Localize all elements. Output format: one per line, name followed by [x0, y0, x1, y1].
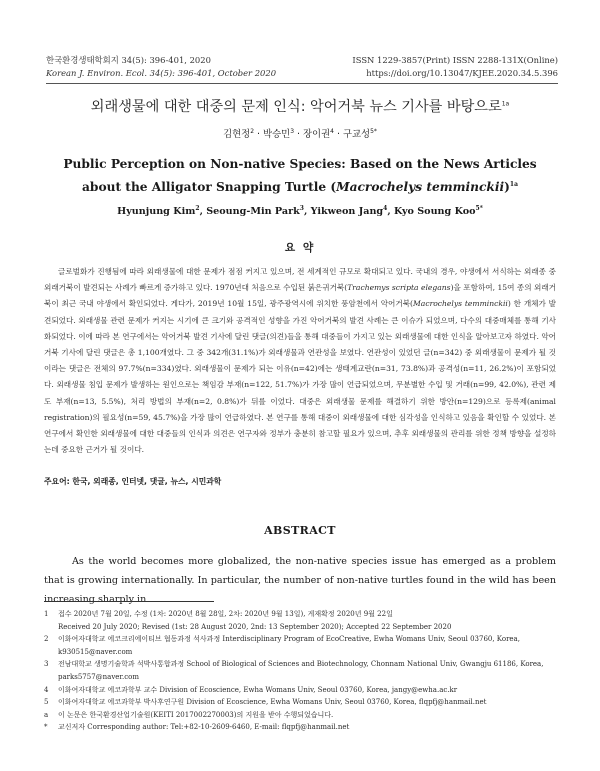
keywords-korean: 주요어: 한국, 외래종, 인터넷, 댓글, 뉴스, 시민과학	[44, 477, 222, 486]
footnote	[44, 608, 556, 633]
author-en: Yikweon Jang	[310, 206, 384, 217]
abstract-korean-seg: ) 한 개체가 발견되었다. 외래생물 관련 문제가 커지는 시기에 큰 크기와 공격적인 성향을 가진 악어거북의 발견 사례는 큰 이슈가 되었으며, 다수의 대중매체를 통해 기사화되었다. 이에 따라 본 연구에서는 악어거북 발견 기사에 달린 댓글(의견)들을 통해 대중들이 가지고 있는 외래생물에 대한 인식을 알아보고자 하였다. 악어거북 기사에 달린 댓글은 총 1,100개였다. 그 중 342개(31.1%)가 외래생물과 연관성을 보였다. 연관성이 있었던 글(n=342) 중 외래생물이 문제가 될 것이라는 댓글은 전체의 97.7%(n=334)였다. 외래생물이 문제가 되는 이유(n=42)에는 생태계교란(n=31, 73.8%)과 공격성(n=11, 26.2%)이 포함되었다. 외래생물 침입 문제가 발생하는 원인으로는 책임감 부재(n=122, 51.7%)가 가장 많이 언급되었으며, 무분별한 수입 및 거래(n=99, 42.0%), 관련 제도 부재(n=13, 5.5%), 처리 방법의 부재(n=2, 0.8%)가 뒤를 이었다. 대중은 외래생물 문제를 해결하기 위한 방안(n=129)으로 등록제(animal registration)의 필요성(n=59, 45.7%)을 가장 많이 언급하였다. 본 연구를 통해 대중이 외래생물에 대한 심각성을 인식하고 있음을 확인할 수 있었다. 본 연구에서 확인한 외래생물에 대한 대중들의 인식과 의견은 연구자와 정부가 충분히 참고할 필요가 있으며, 추후 외래생물의 관리를 위한 정책 방향을 설정하는데 중요한 근거가 될 것이다.	[44, 299, 556, 455]
species-name: Macrochelys temminckii	[413, 299, 508, 309]
author-en: Hyunjung Kim	[117, 206, 196, 217]
issn-doi	[352, 54, 558, 80]
footnote-mark: 3	[44, 660, 49, 669]
title-english-part1: Public Perception on Non-native Species: Based on the News Articles about the Alligator Snapping Turtle (	[63, 157, 537, 194]
abstract-korean	[44, 264, 556, 458]
title-english-sup: 1a	[509, 180, 518, 188]
author-ko: 장이권	[302, 129, 331, 140]
footnote-text: 전남대학교 생명기술학과 석박사통합과정 School of Biological of Sciences and Biotechnology, Chonnam National Univ, Gwangju 61186, Korea, parks5757@naver.com	[58, 660, 544, 681]
author-ko: 구교성	[342, 129, 371, 140]
author-ko: 김현정	[223, 129, 251, 140]
author-en-sup: 2	[195, 204, 200, 212]
title-korean-text: 외래생물에 대한 대중의 문제 인식: 악어거북 뉴스 기사를 바탕으로	[90, 99, 502, 115]
abstract-english: As the world becomes more globalized, the non-native species issue has emerged as a problem that is growing internationally. In particular, the number of non-native turtles found in the wild has been increasing sharply in	[44, 556, 556, 605]
issn-text: ISSN 1229-3857(Print) ISSN 2288-131X(Online)	[352, 55, 558, 65]
species-name: Trachemys scripta elegans	[347, 283, 451, 293]
footnote-rule	[44, 601, 214, 602]
authors-english: Hyunjung Kim$^2$, Seoung-Min Park$^3$, Yikweon Jang$^4$, Kyo Soung Koo$^{5*}$	[117, 204, 483, 217]
author-ko: 박승민	[263, 129, 291, 140]
footnote	[44, 721, 556, 734]
author-ko-sup: 2	[250, 127, 255, 135]
journal-citation	[46, 54, 276, 80]
footnote-mark: a	[44, 710, 49, 719]
footnote	[44, 658, 556, 683]
author-en-sup: 4	[383, 204, 388, 212]
footnote	[44, 633, 556, 658]
abstract-english-heading: ABSTRACT	[264, 524, 336, 537]
footnote-mark: 5	[44, 698, 49, 707]
footnote-line: 접수 2020년 7월 20일, 수정 (1차: 2020년 8월 28일, 2차: 2020년 9월 13일), 게재확정 2020년 9월 22일	[58, 610, 393, 618]
doi-link[interactable]: https://doi.org/10.13047/KJEE.2020.34.5.396	[366, 68, 558, 78]
title-english-part2: )	[504, 180, 510, 194]
footnote-mark: 4	[44, 685, 49, 694]
author-en-sup: 3	[299, 204, 304, 212]
author-en-sup: 5*	[475, 204, 483, 212]
title-english	[50, 153, 550, 199]
journal-citation-en: Korean J. Environ. Ecol. 34(5): 396-401, October 2020	[46, 68, 277, 78]
footnote-mark: 1	[44, 610, 49, 618]
footnote-mark: *	[44, 723, 48, 732]
footnote-text	[58, 608, 556, 633]
footnote-text: 교신저자 Corresponding author: Tel:+82-10-2609-6460, E-mail: flqpfj@hanmail.net	[58, 723, 350, 732]
title-english-species: Macrochelys temminckii	[336, 180, 505, 194]
header-rule	[46, 83, 558, 84]
author-en: Kyo Soung Koo	[394, 206, 476, 217]
footnote-text: 이화여자대학교 에코크리에이티브 협동과정 석사과정 Interdisciplinary Program of EcoCreative, Ewha Womans Univ, Seoul 03760, Korea, k930515@naver.com	[58, 635, 520, 656]
footnote-text: 이 논문은 한국환경산업기술원(KEITI 2017002270003)의 지원을 받아 수행되었습니다.	[58, 710, 334, 719]
author-ko-sup: 5*	[370, 127, 377, 135]
footnote	[44, 684, 556, 697]
journal-citation-ko: 한국환경생태학회지 34(5): 396-401, 2020	[46, 55, 211, 65]
authors-korean: 김현정$^2$ · 박승민$^3$ · 장이권$^4$ · 구교성$^{5*}$	[223, 127, 377, 140]
author-ko-sup: 4	[330, 127, 334, 135]
title-korean-sup: 1a	[501, 100, 510, 108]
author-ko-sup: 3	[290, 127, 295, 135]
abstract-korean-seg: 글로벌화가 진행됨에 따라 외래생물에 대한 문제가 점점 커지고 있으며, 전 세계적인 규모로 확대되고 있다. 국내의 경우, 야생에서 서식하는 외래종 중 외래거북이 발견되는 사례가 빠르게 증가하고 있다. 1970년대 처음으로 수입된 붉은귀거북(	[44, 267, 556, 293]
footnote	[44, 709, 556, 722]
footnotes	[44, 608, 556, 734]
abstract-korean-heading: 요 약	[284, 241, 316, 254]
footnote	[44, 696, 556, 709]
title-korean	[0, 96, 600, 116]
footnote-line: Received 20 July 2020; Revised (1st: 28 August 2020, 2nd: 13 September 2020); Accepted 22 September 2020	[58, 622, 452, 631]
footnote-text: 이화여자대학교 에코과학부 교수 Division of Ecoscience, Ewha Womans Univ, Seoul 03760, Korea, jangy@ewha.ac.kr	[58, 685, 458, 694]
footnote-mark: 2	[44, 635, 49, 644]
abstract-korean-seg: )을 포함하여, 15여 종의 외래거북이 최근 국내 야생에서 확인되었다. 게다가, 2019년 10월 15일, 광주광역시에 위치한 풍암천에서 악어거북(	[44, 283, 556, 309]
footnote-text: 이화여자대학교 에코과학부 박사후연구원 Division of Ecoscience, Ewha Womans Univ, Seoul 03760, Korea, flqpfj@hanmail.net	[58, 698, 487, 707]
author-en: Seoung-Min Park	[206, 206, 300, 217]
